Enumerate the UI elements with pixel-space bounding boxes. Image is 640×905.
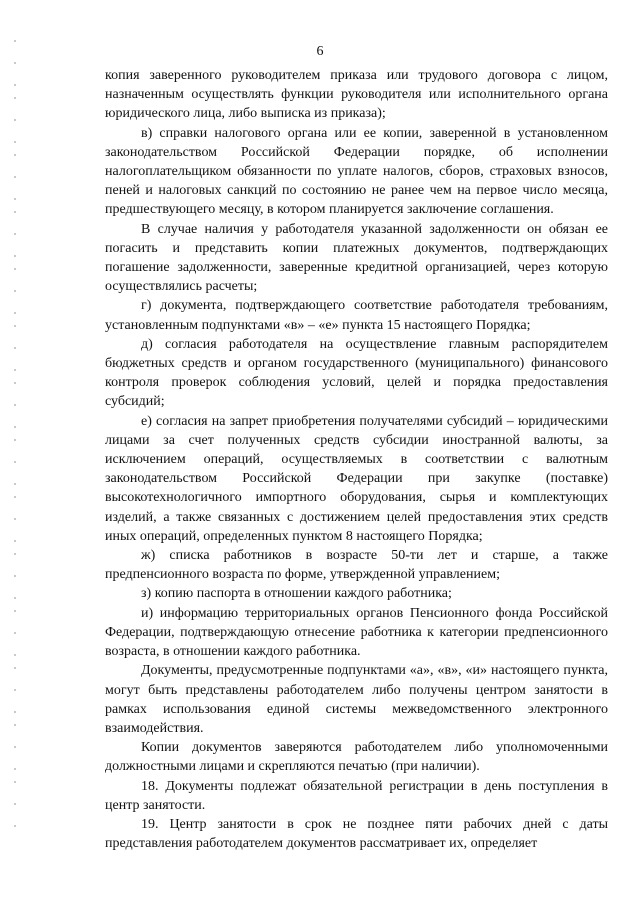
margin-dot <box>14 803 16 805</box>
margin-dot <box>14 198 16 200</box>
margin-dot <box>14 382 16 384</box>
margin-dot <box>14 597 16 599</box>
margin-dot <box>14 97 16 99</box>
margin-dot <box>14 518 16 520</box>
margin-dot <box>14 825 16 827</box>
paragraph-debt-note: В случае наличия у работодателя указанной задолженности он обязан ее погасить и представить копии платежных документов, подтверждающих погашение задолженности, заверенные кредитной организацией, через которую осуществлялись расчеты; <box>105 221 608 295</box>
paragraph-item-v: в) справки налогового органа или ее копии, заверенной в установленном законодательством Российской Федерации порядке, об исполнении налогоплательщиком обязанности по уплате налогов, сборов, страховых взносов, пеней и налоговых санкций по состоянию не ранее чем на первое число месяца, предшествующего месяцу, в котором планируется заключение соглашения. <box>105 125 608 218</box>
paragraph-section-18: 18. Документы подлежат обязательной регистрации в день поступления в центр занятости. <box>105 778 608 813</box>
paragraph-item-zh: ж) списка работников в возрасте 50-ти лет и старше, а также предпенсионного возраста по форме, утвержденной управлением; <box>105 548 608 583</box>
paragraph-item-g: г) документа, подтверждающего соответствие работодателя требованиям, установленным подпунктами «в» – «е» пункта 15 настоящего Порядка; <box>105 298 608 333</box>
margin-dot <box>14 654 16 656</box>
margin-dot <box>14 40 16 42</box>
margin-dot <box>14 84 16 86</box>
margin-dot <box>14 312 16 314</box>
margin-dot <box>14 610 16 612</box>
margin-dot <box>14 255 16 257</box>
margin-dot <box>14 268 16 270</box>
margin-dot <box>14 426 16 428</box>
margin-dot <box>14 369 16 371</box>
margin-dot <box>14 496 16 498</box>
page-number: 6 <box>316 44 324 59</box>
margin-dot <box>14 746 16 748</box>
margin-dot <box>14 667 16 669</box>
paragraph-copies-note: Копии документов заверяются работодателем либо уполномоченными должностными лицами и скрепляются печатью (при наличии). <box>105 740 608 775</box>
paragraph-item-i: и) информацию территориальных органов Пенсионного фонда Российской Федерации, подтверждающую отнесение работника к категории предпенсионного возраста, в отношении каждого работника. <box>105 605 608 660</box>
margin-dot <box>14 689 16 691</box>
paragraph-continuation: копия заверенного руководителем приказа или трудового договора с лицом, назначенным осуществлять функции руководителя или исполнительного органа юридического лица, либо выписка из приказа); <box>105 68 608 122</box>
margin-dot <box>14 347 16 349</box>
binding-margin-dots <box>14 40 18 860</box>
paragraph-item-d: д) согласия работодателя на осуществление главным распорядителем бюджетных средств и органом государственного (муниципального) финансового контроля проверок соблюдения условий, целей и порядка предоставления субсидий; <box>105 336 608 410</box>
margin-dot <box>14 290 16 292</box>
margin-dot <box>14 781 16 783</box>
margin-dot <box>14 724 16 726</box>
margin-dot <box>14 553 16 555</box>
margin-dot <box>14 711 16 713</box>
margin-dot <box>14 404 16 406</box>
paragraph-item-z: з) копию паспорта в отношении каждого работника; <box>141 586 452 602</box>
margin-dot <box>14 632 16 634</box>
margin-dot <box>14 233 16 235</box>
margin-dot <box>14 62 16 64</box>
margin-dot <box>14 211 16 213</box>
margin-dot <box>14 483 16 485</box>
margin-dot <box>14 540 16 542</box>
paragraph-item-e: е) согласия на запрет приобретения получателями субсидий – юридическими лицами за счет полученных средств субсидии иностранной валюты, за исключением операций, осуществляемых в соответствии с валютным законодательством Российской Федерации при закупке (поставке) высокотехнологичного импортного оборудования, сырья и комплектующих изделий, а также связанных с достижением целей предоставления этих средств иных операций, определенных пунктом 8 настоящего Порядка; <box>105 413 608 544</box>
margin-dot <box>14 119 16 121</box>
paragraph-section-19: 19. Центр занятости в срок не позднее пяти рабочих дней с даты представления работодателем документов рассматривает их, определяет <box>105 816 608 852</box>
margin-dot <box>14 575 16 577</box>
margin-dot <box>14 768 16 770</box>
paragraph-documents-note: Документы, предусмотренные подпунктами «а», «в», «и» настоящего пункта, могут быть представлены работодателем либо получены центром занятости в рамках использования единой системы межведомственного электронного взаимодействия. <box>105 663 608 736</box>
margin-dot <box>14 141 16 143</box>
margin-dot <box>14 461 16 463</box>
margin-dot <box>14 439 16 441</box>
margin-dot <box>14 154 16 156</box>
document-body <box>105 66 608 853</box>
margin-dot <box>14 325 16 327</box>
margin-dot <box>14 176 16 178</box>
